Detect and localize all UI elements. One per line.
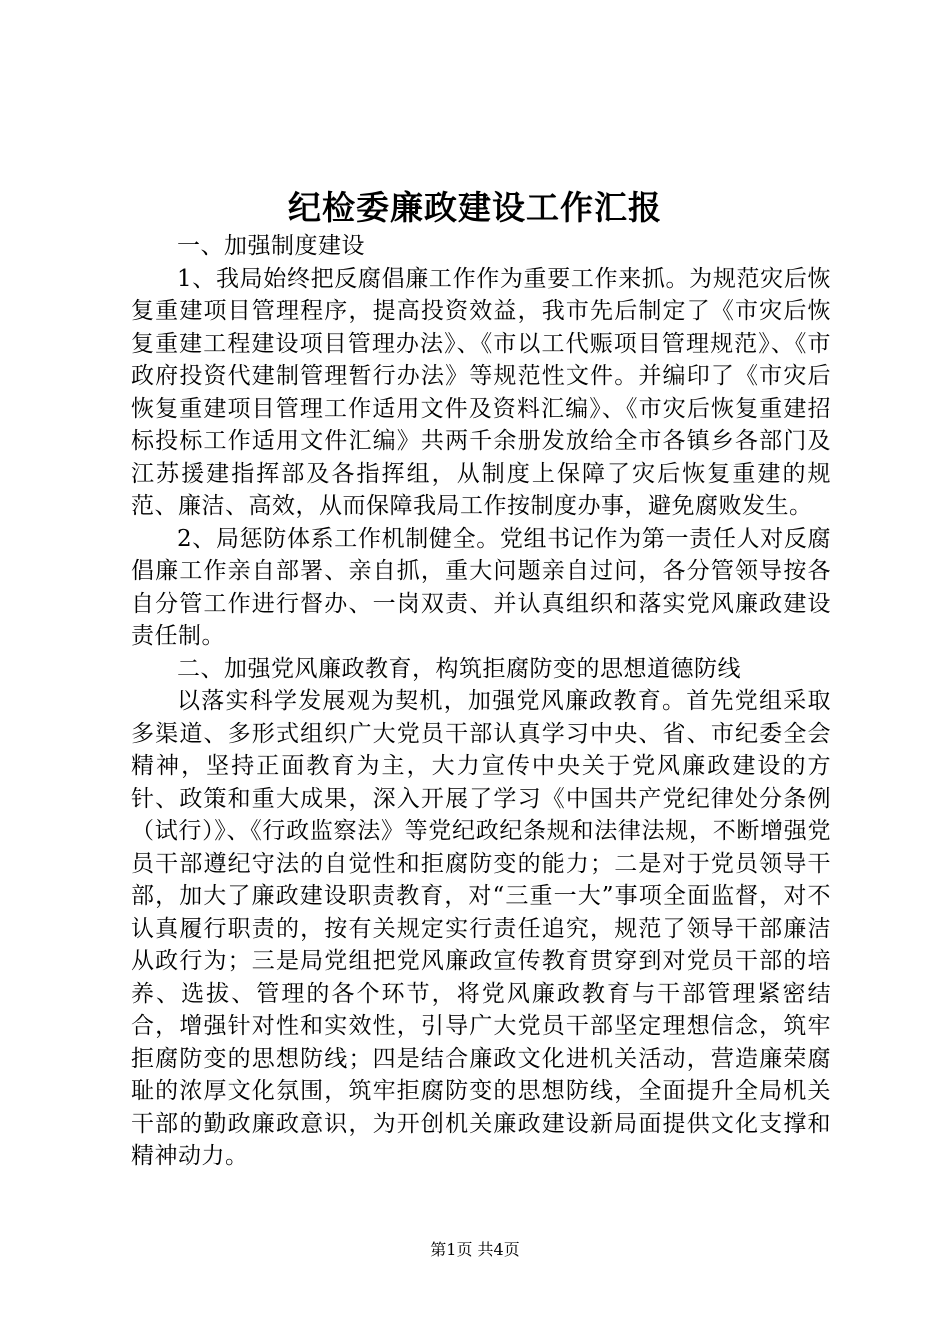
section-heading-1: 一、加强制度建设: [177, 233, 365, 259]
paragraph-2: 2、局惩防体系工作机制健全。党组书记作为第一责任人对反腐倡廉工作亲自部署、亲自抓，重大问题亲自过问，各分管领导按各自分管工作进行督办、一岗双责、并认真组织和落实党风廉政建设责任制。: [131, 525, 831, 649]
section-heading-2: 二、加强党风廉政教育，构筑拒腐防变的思想道德防线: [177, 655, 741, 682]
paragraph-3: 以落实科学发展观为契机，加强党风廉政教育。首先党组采取多渠道、多形式组织广大党员干部认真学习中央、省、市纪委全会精神，坚持正面教育为主，大力宣传中央关于党风廉政建设的方针、政策和重大成果，深入开展了学习《中国共产党纪律处分条例（试行）》、《行政监察法》等党纪政纪条规和法律法规，不断增强党员干部遵纪守法的自觉性和拒腐防变的能力；二是对于党员领导干部，加大了廉政建设职责教育，对“三重一大”事项全面监督，对不认真履行职责的，按有关规定实行责任追究，规范了领导干部廉洁从政行为；三是局党组把党风廉政宣传教育贯穿到对党员干部的培养、选拔、管理的各个环节，将党风廉政教育与干部管理紧密结合，增强针对性和实效性，引导广大党员干部坚定理想信念，筑牢拒腐防变的思想防线；四是结合廉政文化进机关活动，营造廉荣腐耻的浓厚文化氛围，筑牢拒腐防变的思想防线，全面提升全局机关干部的勤政廉政意识，为开创机关廉政建设新局面提供文化支撑和精神动力。: [131, 688, 831, 1169]
paragraph-1: 1、我局始终把反腐倡廉工作作为重要工作来抓。为规范灾后恢复重建项目管理程序，提高投资效益，我市先后制定了《市灾后恢复重建工程建设项目管理办法》、《市以工代赈项目管理规范》、《市政府投资代建制管理暂行办法》等规范性文件。并编印了《市灾后恢复重建项目管理工作适用文件及资料汇编》、《市灾后恢复重建招标投标工作适用文件汇编》共两千余册发放给全市各镇乡各部门及江苏援建指挥部及各指挥组，从制度上保障了灾后恢复重建的规范、廉洁、高效，从而保障我局工作按制度办事，避免腐败发生。: [131, 265, 831, 519]
document-title: 纪检委廉政建设工作汇报: [288, 188, 662, 227]
document-body: [131, 230, 831, 1173]
page-footer: 第1页 共4页: [430, 1240, 520, 1259]
